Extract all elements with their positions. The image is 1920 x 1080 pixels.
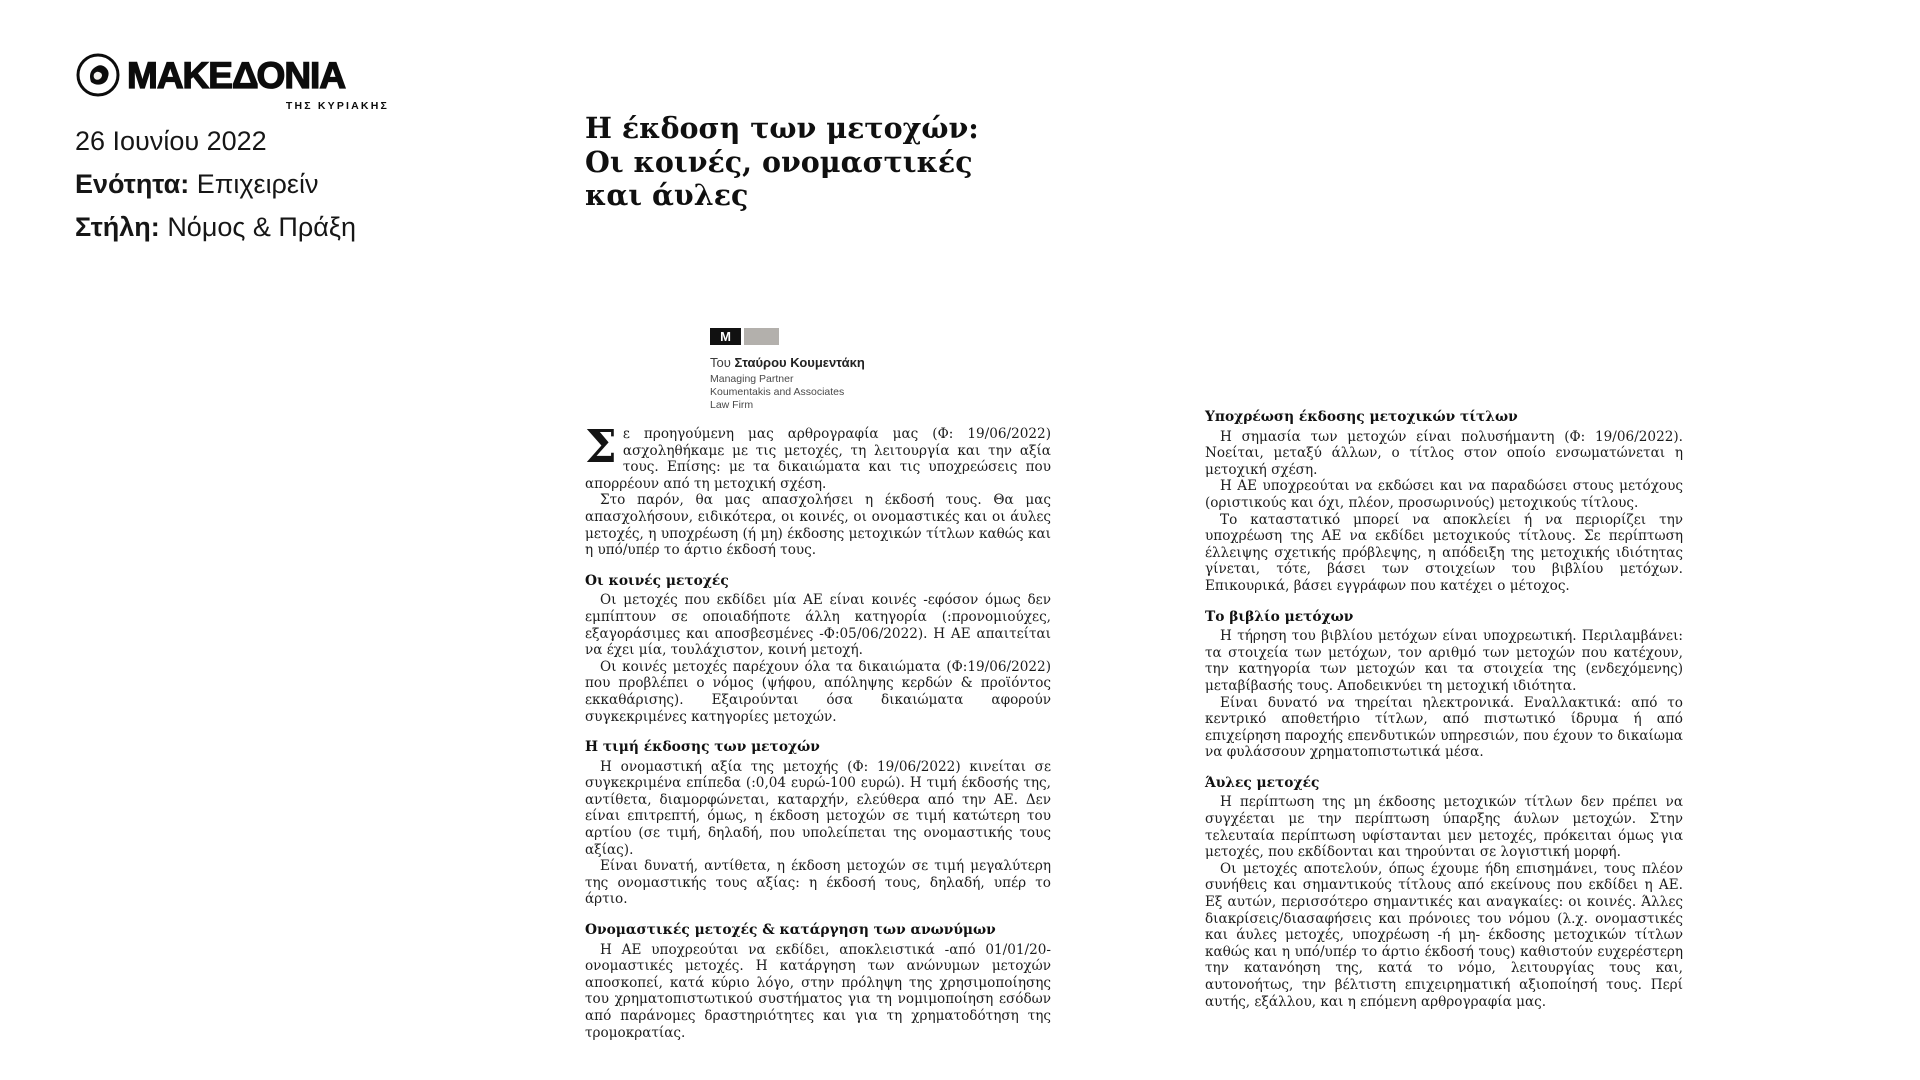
paragraph: Οι κοινές μετοχές παρέχουν όλα τα δικαιώματα (Φ:19/06/2022) που προβλέπει ο νόμος (ψήφου, απόληψης κερδών & προϊόντος εκκαθάρισης). Εξαιρούνται όσα δικαιώματα αφορούν συγκεκριμένες κατηγορίες μετοχών. xyxy=(585,658,1051,725)
section-heading: Υποχρέωση έκδοσης μετοχικών τίτλων xyxy=(1205,409,1518,425)
column-value: Νόμος & Πράξη xyxy=(167,212,356,242)
author-firm-suffix: Law Firm xyxy=(710,399,754,412)
paragraph: Είναι δυνατή, αντίθετα, η έκδοση μετοχών σε τιμή μεγαλύτερη της ονομαστικής τους αξίας: η έκδοσή τους, δηλαδή, υπέρ το άρτιο. xyxy=(585,858,1051,908)
section-line xyxy=(75,171,455,198)
section-heading: Ονομαστικές μετοχές & κατάργηση των ανωνύμων xyxy=(585,922,996,939)
makedonia-emblem-icon xyxy=(75,52,121,98)
section-value: Επιχειρείν xyxy=(196,169,319,199)
article-column-left xyxy=(585,420,1051,1041)
author-firm: Koumentakis and Associates xyxy=(710,386,845,399)
section-heading: Η τιμή έκδοσης των μετοχών xyxy=(585,739,820,756)
paragraph: Η ΑΕ υποχρεούται να εκδίδει, αποκλειστικά -από 01/01/20- ονομαστικές μετοχές. Η κατάργηση των ανώνυμων μετοχών αποσκοπεί, κατά κύριο λόγο, στην πρόληψη της χρησιμοποίησης του χρηματοπιστωτικού συστήματος για τη νομιμοποίηση εσόδων από παράνομες δραστηριότητες και για τη χρηματοδότηση της τρομοκρατίας. xyxy=(585,941,1051,1041)
section-label: Ενότητα: xyxy=(75,169,190,199)
byline-prefix: Του xyxy=(710,355,731,370)
newspaper-title: ΜΑΚΕΔΟΝΙΑ xyxy=(127,54,346,96)
paragraph: Η ονομαστική αξία της μετοχής (Φ: 19/06/2022) κινείται σε συγκεκριμένα επίπεδα (:0,04 ευρώ-100 ευρώ). Η τιμή έκδοσής της, αντίθετα, διαμορφώνεται, καταρχήν, ελεύθερα από την ΑΕ. Δεν είναι επιτρεπτή, όμως, η έκδοση μετοχών σε τιμή κατώτερη του αρτίου (σε τιμή, δηλαδή, που υπολείπεται της ονομαστικής τους αξίας). xyxy=(585,758,1051,858)
author-photo xyxy=(580,294,693,407)
byline xyxy=(710,328,1010,412)
paragraph: Η τήρηση του βιβλίου μετόχων είναι υποχρεωτική. Περιλαμβάνει: τα στοιχεία των μετόχων, τον αριθμό των μετοχών που κατέχουν, την κατηγορία των μετοχών και τα στοιχεία της (ενδεχόμενης) μεταβίβασής τους. Αποδεικνύει τη μετοχική ιδιότητα. xyxy=(1205,628,1683,694)
clipping-meta xyxy=(75,128,455,257)
firm-logo-bar xyxy=(744,328,779,345)
section-heading: Άυλες μετοχές xyxy=(1205,774,1320,791)
paragraph-text: ε προηγούμενη μας αρθρογραφία μας (Φ: 19/06/2022) ασχοληθήκαμε με τις μετοχές, τη λειτουργία και την αξία τους. Επίσης: με τα δικαιώματα και τις υποχρεώσεις που απορρέουν από τη μετοχική σχέση. xyxy=(585,426,1051,492)
section-heading: Οι κοινές μετοχές xyxy=(585,572,729,589)
column-label: Στήλη: xyxy=(75,212,160,242)
column-line xyxy=(75,214,455,241)
article-title-line: Οι κοινές, ονομαστικές xyxy=(585,144,973,179)
paragraph: Οι μετοχές που εκδίδει μία ΑΕ είναι κοινές -εφόσον όμως δεν εμπίπτουν σε οποιαδήποτε άλλη κατηγορία (:προνομιούχες, εξαγοράσιμες και αποσβεσμένες -Φ:05/06/2022). Η ΑΕ απαιτείται να έχει μία, τουλάχιστον, κοινή μετοχή. xyxy=(585,592,1051,659)
article-title xyxy=(585,112,1015,213)
newspaper-masthead xyxy=(75,52,415,112)
paragraph: Η σημασία των μετοχών είναι πολυσήμαντη (Φ: 19/06/2022). Νοείται, μεταξύ άλλων, ο τίτλος στον οποίο ενσωματώνεται η μετοχική σχέση. xyxy=(1205,428,1683,478)
author-role: Managing Partner xyxy=(710,373,794,385)
byline-author-line xyxy=(710,355,1010,370)
article-column-right xyxy=(1205,409,1683,1010)
lead-paragraph xyxy=(585,420,1051,492)
paragraph: Η ΑΕ υποχρεούται να εκδώσει και να παραδώσει στους μετόχους (οριστικούς και όχι, πλέον, προσωρινούς) μετοχικούς τίτλους. xyxy=(1205,478,1683,511)
dropcap: Σ xyxy=(585,420,617,473)
newspaper-tagline: ΤΗΣ ΚΥΡΙΑΚΗΣ xyxy=(285,100,389,112)
firm-logo-m-icon: M xyxy=(710,328,741,345)
article-title-line: και άυλες xyxy=(585,178,749,213)
paragraph: Η περίπτωση της μη έκδοσης μετοχικών τίτλων δεν πρέπει να συγχέεται με την περίπτωση ύπαρξης άυλων μετοχών. Στην τελευταία περίπτωση υφίστανται μεν μετοχές, πρόκειται όμως για μετοχές, που εκδίδονται και τηρούνται σε λογιστική μορφή. xyxy=(1205,794,1683,861)
paragraph: Είναι δυνατό να τηρείται ηλεκτρονικά. Εναλλακτικά: από το κεντρικό αποθετήριο τίτλων, από πιστωτικό ίδρυμα ή από επιχείρηση παροχής επενδυτικών υπηρεσιών, που έχουν το δικαίωμα να φυλάσσουν χρηματοπιστωτικά μέσα. xyxy=(1205,694,1683,761)
paragraph: Στο παρόν, θα μας απασχολήσει η έκδοσή τους. Θα μας απασχολήσουν, ειδικότερα, οι κοινές, οι ονομαστικές και οι άυλες μετοχές, η υποχρέωση (ή μη) έκδοσης μετοχικών τίτλων καθώς και η υπό/υπέρ το άρτιο έκδοσή τους. xyxy=(585,492,1051,559)
section-heading: Το βιβλίο μετόχων xyxy=(1205,608,1354,625)
firm-logo xyxy=(710,328,1010,345)
article-title-line: Η έκδοση των μετοχών: xyxy=(585,111,979,145)
paragraph: Οι μετοχές αποτελούν, όπως έχουμε ήδη επισημάνει, τους πλέον συνήθεις και σημαντικούς τίτλους από εκείνους που εκδίδει η ΑΕ. Εξ αυτών, περισσότερο σημαντικές και αναγκαίες: οι κοινές. Άλλες διακρίσεις/διασαφήσεις και πρόνοιες του νόμου (λ.χ. ονομαστικές και άυλες μετοχές, υποχρέωση -ή μη- έκδοσης μετοχικών τίτλων καθώς και η υπό/υπέρ το άρτιο έκδοσή τους) καθιστούν ευχερέστερη την κατανόηση της, κατά το νόμο, λειτουργίας τους και, αυτονοήτως, την βέλτιστη επιχειρηματική αξιοποίησή τους. Περί αυτής, εξάλλου, και η επόμενη αρθρογραφία μας. xyxy=(1205,860,1683,1010)
publication-date: 26 Ιουνίου 2022 xyxy=(75,126,267,156)
paragraph: Το καταστατικό μπορεί να αποκλείει ή να περιορίζει την υποχρέωση της ΑΕ να εκδίδει μετοχικούς τίτλους. Σε περίπτωση έλλειψης σχετικής πρόβλεψης, η απόδειξη της μετοχικής ιδιότητας γίνεται, τότε, βάσει των στοιχείων του βιβλίου μετόχων. Επικουρικά, βάσει εγγράφων που κατέχει ο μέτοχος. xyxy=(1205,511,1683,594)
author-name: Σταύρου Κουμεντάκη xyxy=(734,355,865,370)
